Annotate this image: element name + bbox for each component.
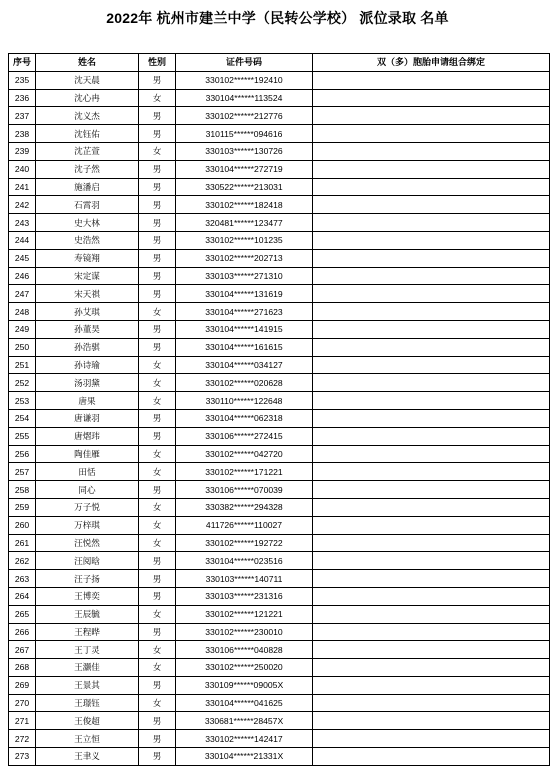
- cell-gender: 男: [139, 748, 176, 766]
- cell-id-number: 330102******230010: [176, 623, 313, 641]
- cell-name: 沈芷萱: [36, 142, 139, 160]
- cell-id-number: 310115******094616: [176, 125, 313, 143]
- cell-twins-binding: [313, 481, 550, 499]
- cell-gender: 男: [139, 249, 176, 267]
- cell-number: 255: [9, 427, 36, 445]
- cell-id-number: 330102******142417: [176, 730, 313, 748]
- cell-name: 唐谦羽: [36, 409, 139, 427]
- cell-id-number: 330106******272415: [176, 427, 313, 445]
- cell-twins-binding: [313, 676, 550, 694]
- cell-gender: 女: [139, 89, 176, 107]
- cell-id-number: 330103******140711: [176, 570, 313, 588]
- cell-twins-binding: [313, 214, 550, 232]
- cell-twins-binding: [313, 427, 550, 445]
- admission-table: [8, 53, 550, 766]
- table-header-row: [9, 54, 550, 72]
- cell-number: 246: [9, 267, 36, 285]
- cell-id-number: 330104******023516: [176, 552, 313, 570]
- cell-gender: 女: [139, 659, 176, 677]
- table-row: [9, 694, 550, 712]
- cell-id-number: 330104******141915: [176, 320, 313, 338]
- cell-id-number: 330104******131619: [176, 285, 313, 303]
- cell-number: 268: [9, 659, 36, 677]
- cell-number: 258: [9, 481, 36, 499]
- cell-number: 262: [9, 552, 36, 570]
- cell-twins-binding: [313, 160, 550, 178]
- cell-twins-binding: [313, 730, 550, 748]
- cell-number: 238: [9, 125, 36, 143]
- table-row: [9, 570, 550, 588]
- cell-twins-binding: [313, 374, 550, 392]
- cell-name: 史浩然: [36, 231, 139, 249]
- cell-number: 250: [9, 338, 36, 356]
- cell-number: 266: [9, 623, 36, 641]
- cell-gender: 男: [139, 570, 176, 588]
- cell-gender: 男: [139, 107, 176, 125]
- cell-number: 237: [9, 107, 36, 125]
- cell-number: 252: [9, 374, 36, 392]
- cell-name: 王博奕: [36, 587, 139, 605]
- cell-name: 沈心冉: [36, 89, 139, 107]
- cell-number: 240: [9, 160, 36, 178]
- table-row: [9, 107, 550, 125]
- table-row: [9, 231, 550, 249]
- cell-name: 孙诗瑜: [36, 356, 139, 374]
- cell-twins-binding: [313, 641, 550, 659]
- cell-name: 沈子然: [36, 160, 139, 178]
- cell-twins-binding: [313, 71, 550, 89]
- page-title: 2022年 杭州市建兰中学（民转公学校） 派位录取 名单: [106, 10, 449, 26]
- table-row: [9, 463, 550, 481]
- cell-name: 王聿义: [36, 748, 139, 766]
- cell-gender: 男: [139, 160, 176, 178]
- cell-gender: 男: [139, 178, 176, 196]
- table-row: [9, 89, 550, 107]
- cell-number: 263: [9, 570, 36, 588]
- cell-number: 259: [9, 498, 36, 516]
- cell-name: 施潘启: [36, 178, 139, 196]
- cell-gender: 男: [139, 623, 176, 641]
- cell-gender: 女: [139, 641, 176, 659]
- cell-gender: 女: [139, 463, 176, 481]
- cell-name: 田恬: [36, 463, 139, 481]
- cell-twins-binding: [313, 587, 550, 605]
- cell-name: 史大林: [36, 214, 139, 232]
- table-row: [9, 587, 550, 605]
- cell-name: 汪阅晗: [36, 552, 139, 570]
- column-header-id-number: 证件号码: [176, 54, 313, 72]
- cell-id-number: 330102******182418: [176, 196, 313, 214]
- column-header-name: 姓名: [36, 54, 139, 72]
- cell-name: 同心: [36, 481, 139, 499]
- cell-number: 245: [9, 249, 36, 267]
- cell-number: 248: [9, 303, 36, 321]
- cell-gender: 男: [139, 125, 176, 143]
- cell-twins-binding: [313, 142, 550, 160]
- cell-number: 236: [9, 89, 36, 107]
- cell-gender: 男: [139, 320, 176, 338]
- table-row: [9, 249, 550, 267]
- cell-twins-binding: [313, 694, 550, 712]
- cell-twins-binding: [313, 552, 550, 570]
- cell-gender: 男: [139, 730, 176, 748]
- cell-twins-binding: [313, 303, 550, 321]
- cell-number: 272: [9, 730, 36, 748]
- table-row: [9, 214, 550, 232]
- cell-id-number: 330522******213031: [176, 178, 313, 196]
- cell-number: 239: [9, 142, 36, 160]
- table-row: [9, 125, 550, 143]
- cell-gender: 女: [139, 694, 176, 712]
- cell-number: 260: [9, 516, 36, 534]
- cell-twins-binding: [313, 605, 550, 623]
- cell-id-number: 330102******171221: [176, 463, 313, 481]
- cell-gender: 男: [139, 214, 176, 232]
- cell-twins-binding: [313, 516, 550, 534]
- table-row: [9, 605, 550, 623]
- column-header-twins-binding: 双（多）胞胎申请组合绑定: [313, 54, 550, 72]
- cell-number: 264: [9, 587, 36, 605]
- cell-gender: 男: [139, 196, 176, 214]
- cell-twins-binding: [313, 125, 550, 143]
- cell-id-number: 330104******113524: [176, 89, 313, 107]
- cell-id-number: 330104******041625: [176, 694, 313, 712]
- table-row: [9, 534, 550, 552]
- cell-name: 孙董昊: [36, 320, 139, 338]
- cell-twins-binding: [313, 178, 550, 196]
- table-row: [9, 285, 550, 303]
- cell-twins-binding: [313, 712, 550, 730]
- cell-name: 汪悦然: [36, 534, 139, 552]
- column-header-number: 序号: [9, 54, 36, 72]
- cell-gender: 女: [139, 392, 176, 410]
- cell-name: 孙浩骐: [36, 338, 139, 356]
- cell-gender: 女: [139, 498, 176, 516]
- cell-name: 寿镜翔: [36, 249, 139, 267]
- cell-number: 271: [9, 712, 36, 730]
- cell-id-number: 330102******020628: [176, 374, 313, 392]
- cell-number: 235: [9, 71, 36, 89]
- cell-id-number: 330106******040828: [176, 641, 313, 659]
- cell-id-number: 330103******231316: [176, 587, 313, 605]
- table-row: [9, 374, 550, 392]
- table-row: [9, 320, 550, 338]
- cell-gender: 男: [139, 587, 176, 605]
- cell-gender: 男: [139, 427, 176, 445]
- cell-twins-binding: [313, 463, 550, 481]
- table-row: [9, 481, 550, 499]
- cell-number: 257: [9, 463, 36, 481]
- cell-gender: 男: [139, 409, 176, 427]
- cell-id-number: 330382******294328: [176, 498, 313, 516]
- cell-twins-binding: [313, 196, 550, 214]
- cell-number: 247: [9, 285, 36, 303]
- table-row: [9, 498, 550, 516]
- cell-twins-binding: [313, 89, 550, 107]
- cell-id-number: 330109******09005X: [176, 676, 313, 694]
- cell-twins-binding: [313, 659, 550, 677]
- cell-id-number: 330102******042720: [176, 445, 313, 463]
- cell-number: 241: [9, 178, 36, 196]
- table-row: [9, 267, 550, 285]
- cell-gender: 男: [139, 285, 176, 303]
- table-row: [9, 712, 550, 730]
- cell-gender: 女: [139, 374, 176, 392]
- cell-id-number: 330104******062318: [176, 409, 313, 427]
- cell-id-number: 330103******271310: [176, 267, 313, 285]
- table-row: [9, 142, 550, 160]
- cell-gender: 男: [139, 338, 176, 356]
- table-row: [9, 516, 550, 534]
- cell-gender: 女: [139, 605, 176, 623]
- cell-gender: 女: [139, 445, 176, 463]
- cell-name: 王丁灵: [36, 641, 139, 659]
- cell-twins-binding: [313, 285, 550, 303]
- cell-number: 251: [9, 356, 36, 374]
- cell-name: 宋天祺: [36, 285, 139, 303]
- cell-gender: 女: [139, 534, 176, 552]
- cell-twins-binding: [313, 231, 550, 249]
- cell-id-number: 330104******271623: [176, 303, 313, 321]
- cell-id-number: 330102******192410: [176, 71, 313, 89]
- table-row: [9, 730, 550, 748]
- cell-name: 石霄羽: [36, 196, 139, 214]
- table-row: [9, 303, 550, 321]
- cell-number: 269: [9, 676, 36, 694]
- cell-number: 254: [9, 409, 36, 427]
- table-row: [9, 427, 550, 445]
- table-row: [9, 196, 550, 214]
- cell-gender: 女: [139, 303, 176, 321]
- cell-name: 王立恒: [36, 730, 139, 748]
- cell-number: 270: [9, 694, 36, 712]
- cell-gender: 男: [139, 71, 176, 89]
- cell-id-number: 330104******272719: [176, 160, 313, 178]
- column-header-gender: 性别: [139, 54, 176, 72]
- cell-id-number: 330102******212776: [176, 107, 313, 125]
- cell-name: 王璟钰: [36, 694, 139, 712]
- table-row: [9, 392, 550, 410]
- cell-id-number: 330102******202713: [176, 249, 313, 267]
- cell-twins-binding: [313, 623, 550, 641]
- cell-twins-binding: [313, 498, 550, 516]
- cell-name: 陶佳雁: [36, 445, 139, 463]
- table-body: [9, 71, 550, 765]
- cell-twins-binding: [313, 338, 550, 356]
- cell-id-number: 411726******110027: [176, 516, 313, 534]
- table-row: [9, 552, 550, 570]
- cell-number: 256: [9, 445, 36, 463]
- cell-twins-binding: [313, 249, 550, 267]
- cell-number: 249: [9, 320, 36, 338]
- cell-id-number: 330110******122648: [176, 392, 313, 410]
- cell-name: 孙艾琪: [36, 303, 139, 321]
- cell-id-number: 330102******121221: [176, 605, 313, 623]
- cell-gender: 男: [139, 267, 176, 285]
- cell-id-number: 330106******070039: [176, 481, 313, 499]
- cell-name: 汪子扬: [36, 570, 139, 588]
- cell-name: 宋定谋: [36, 267, 139, 285]
- table-row: [9, 748, 550, 766]
- table-row: [9, 178, 550, 196]
- cell-id-number: 330104******21331X: [176, 748, 313, 766]
- table-row: [9, 623, 550, 641]
- table-row: [9, 160, 550, 178]
- cell-number: 265: [9, 605, 36, 623]
- cell-gender: 女: [139, 356, 176, 374]
- cell-id-number: 320481******123477: [176, 214, 313, 232]
- cell-gender: 男: [139, 481, 176, 499]
- table-row: [9, 409, 550, 427]
- table-row: [9, 445, 550, 463]
- cell-twins-binding: [313, 534, 550, 552]
- cell-name: 唐熠玮: [36, 427, 139, 445]
- cell-gender: 男: [139, 676, 176, 694]
- cell-name: 唐果: [36, 392, 139, 410]
- cell-name: 王程晔: [36, 623, 139, 641]
- cell-number: 244: [9, 231, 36, 249]
- cell-name: 万梓琪: [36, 516, 139, 534]
- cell-id-number: 330102******192722: [176, 534, 313, 552]
- cell-id-number: 330104******161615: [176, 338, 313, 356]
- cell-number: 273: [9, 748, 36, 766]
- table-row: [9, 356, 550, 374]
- cell-twins-binding: [313, 356, 550, 374]
- cell-number: 243: [9, 214, 36, 232]
- cell-name: 王辰毓: [36, 605, 139, 623]
- cell-name: 王景其: [36, 676, 139, 694]
- cell-name: 王俊超: [36, 712, 139, 730]
- cell-twins-binding: [313, 570, 550, 588]
- cell-gender: 女: [139, 516, 176, 534]
- table-row: [9, 338, 550, 356]
- table-row: [9, 659, 550, 677]
- cell-gender: 男: [139, 712, 176, 730]
- cell-number: 267: [9, 641, 36, 659]
- cell-number: 242: [9, 196, 36, 214]
- cell-gender: 女: [139, 142, 176, 160]
- cell-id-number: 330681******28457X: [176, 712, 313, 730]
- cell-number: 253: [9, 392, 36, 410]
- cell-name: 万子悦: [36, 498, 139, 516]
- cell-twins-binding: [313, 748, 550, 766]
- cell-twins-binding: [313, 320, 550, 338]
- table-row: [9, 71, 550, 89]
- cell-twins-binding: [313, 267, 550, 285]
- cell-id-number: 330102******101235: [176, 231, 313, 249]
- cell-id-number: 330103******130726: [176, 142, 313, 160]
- cell-name: 汤羽黛: [36, 374, 139, 392]
- table-row: [9, 676, 550, 694]
- cell-twins-binding: [313, 445, 550, 463]
- cell-twins-binding: [313, 409, 550, 427]
- cell-name: 沈义杰: [36, 107, 139, 125]
- cell-number: 261: [9, 534, 36, 552]
- cell-id-number: 330104******034127: [176, 356, 313, 374]
- table-row: [9, 641, 550, 659]
- cell-gender: 男: [139, 552, 176, 570]
- cell-twins-binding: [313, 107, 550, 125]
- cell-twins-binding: [313, 392, 550, 410]
- cell-gender: 男: [139, 231, 176, 249]
- cell-id-number: 330102******250020: [176, 659, 313, 677]
- cell-name: 沈钰佑: [36, 125, 139, 143]
- cell-name: 王灏佳: [36, 659, 139, 677]
- cell-name: 沈天晨: [36, 71, 139, 89]
